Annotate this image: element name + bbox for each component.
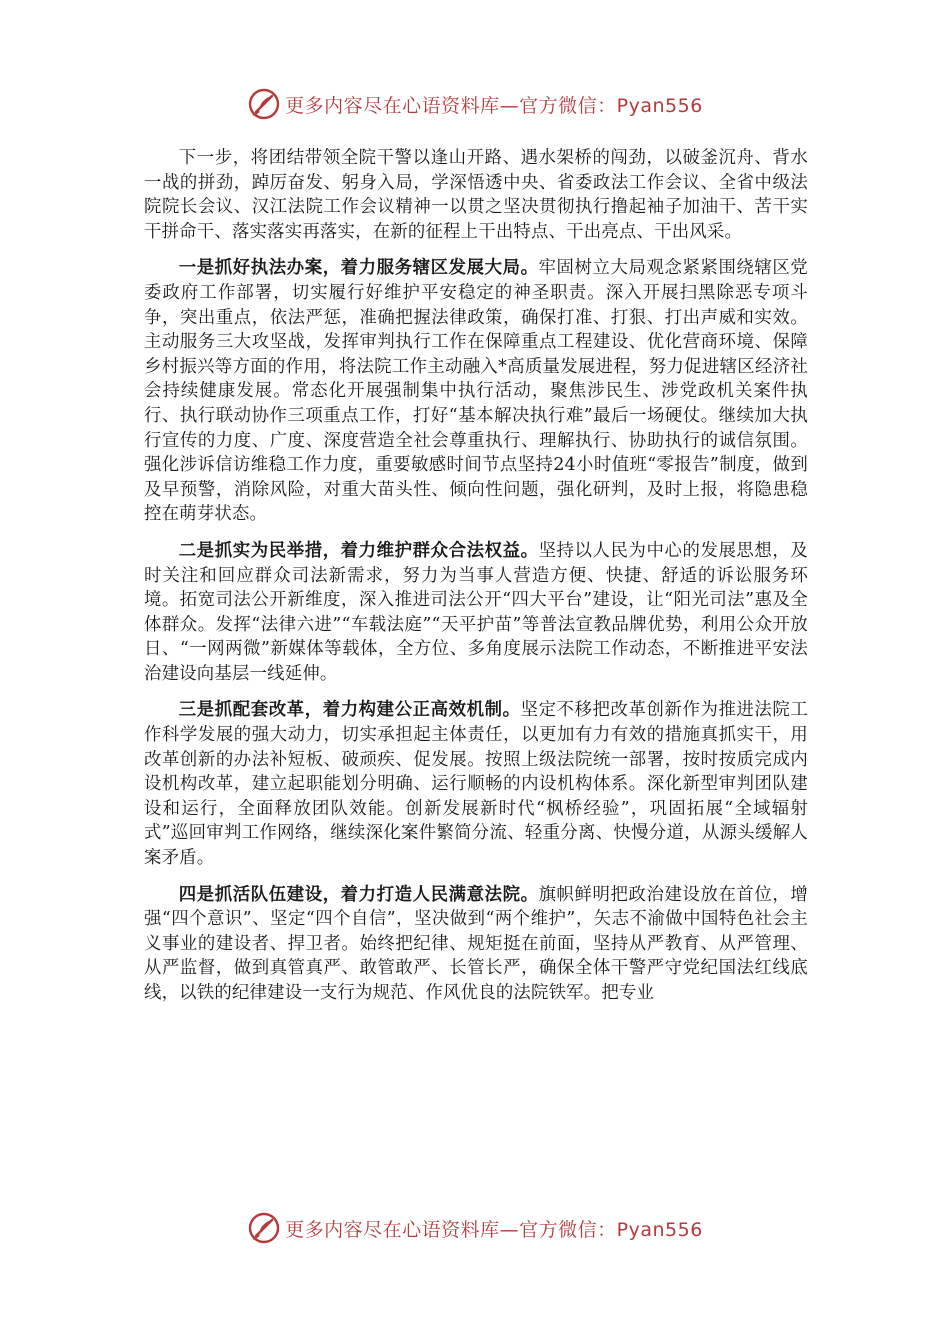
- paragraph-lead: 二是抓实为民举措，着力维护群众合法权益。: [178, 540, 539, 561]
- quill-logo-icon: [247, 1211, 281, 1245]
- paragraph-text: 坚定不移把改革创新作为推进法院工作科学发展的强大动力，切实承担起主体责任，以更加有力有效的措施真抓实干，用改革创新的办法补短板、破顽疾、促发展。按照上级法院统一部署，按时按质完成内设机构改革，建立起职能划分明确、运行顺畅的内设机构体系。深化新型审判团队建设和运行，全面释放团队效能。创新发展新时代“枫桥经验”，巩固拓展“全域辐射式”巡回审判工作网络，继续深化案件繁简分流、轻重分离、快慢分道，从源头缓解人案矛盾。: [144, 700, 808, 869]
- paragraph-text: 旗帜鲜明把政治建设放在首位，增强“四个意识”、坚定“四个自信”，坚决做到“两个维护”，矢志不渝做中国特色社会主义事业的建设者、捍卫者。始终把纪律、规矩挺在前面，坚持从严教育、从严管理、从严监督，做到真管真严、敢管敢严、长管长严，确保全体干警严守党纪国法红线底线，以铁的纪律建设一支行为规范、作风优良的法院铁军。把专业: [144, 884, 808, 1003]
- paragraph-point-4: [144, 883, 808, 1006]
- paragraph-point-1: [144, 256, 808, 527]
- paragraph-point-3: [144, 698, 808, 870]
- paragraph-point-2: [144, 539, 808, 687]
- banner-text: 更多内容尽在心语资料库—官方微信：Pyan556: [285, 94, 703, 117]
- paragraph-text: 坚持以人民为中心的发展思想，及时关注和回应群众司法新需求，努力为当事人营造方便、快捷、舒适的诉讼服务环境。拓宽司法公开新维度，深入推进司法公开“四大平台”建设，让“阳光司法”惠及全体群众。发挥“法律六进”“车载法庭”“天平护苗”等普法宣教品牌优势，利用公众开放日、“一网两微”新媒体等载体，全方位、多角度展示法院工作动态，不断推进平安法治建设向基层一线延伸。: [144, 540, 808, 684]
- document-body: [144, 146, 808, 1018]
- paragraph-text: 下一步，将团结带领全院干警以逢山开路、遇水架桥的闯劲，以破釜沉舟、背水一战的拼劲，踔厉奋发、躬身入局，学深悟透中央、省委政法工作会议、全省中级法院院长会议、汉江法院工作会议精神一以贯之坚决贯彻执行撸起袖子加油干、苦干实干拼命干、落实落实再落实，在新的征程上干出特点、干出亮点、干出风采。: [144, 148, 808, 242]
- footer-banner: [0, 1208, 950, 1248]
- paragraph-intro: [144, 146, 808, 244]
- paragraph-text: 牢固树立大局观念紧紧围绕辖区党委政府工作部署，切实履行好维护平安稳定的神圣职责。深入开展扫黑除恶专项斗争，突出重点，依法严惩，准确把握法律政策，确保打准、打狠、打出声威和实效。主动服务三大攻坚战，发挥审判执行工作在保障重点工程建设、优化营商环境、保障乡村振兴等方面的作用，将法院工作主动融入*高质量发展进程，努力促进辖区经济社会持续健康发展。常态化开展强制集中执行活动，聚焦涉民生、涉党政机关案件执行、执行联动协作三项重点工作，打好“基本解决执行难”最后一场硬仗。继续加大执行宣传的力度、广度、深度营造全社会尊重执行、理解执行、协助执行的诚信氛围。强化涉诉信访维稳工作力度，重要敏感时间节点坚持24小时值班“零报告”制度，做到及早预警，消除风险，对重大苗头性、倾向性问题，强化研判，及时上报，将隐患稳控在萌芽状态。: [144, 258, 808, 525]
- paragraph-lead: 一是抓好执法办案，着力服务辖区发展大局。: [178, 258, 539, 279]
- banner-text: 更多内容尽在心语资料库—官方微信：Pyan556: [285, 1218, 703, 1241]
- quill-logo-icon: [247, 87, 281, 121]
- paragraph-lead: 三是抓配套改革，着力构建公正高效机制。: [178, 700, 521, 721]
- header-banner: [0, 84, 950, 124]
- paragraph-lead: 四是抓活队伍建设，着力打造人民满意法院。: [178, 884, 539, 905]
